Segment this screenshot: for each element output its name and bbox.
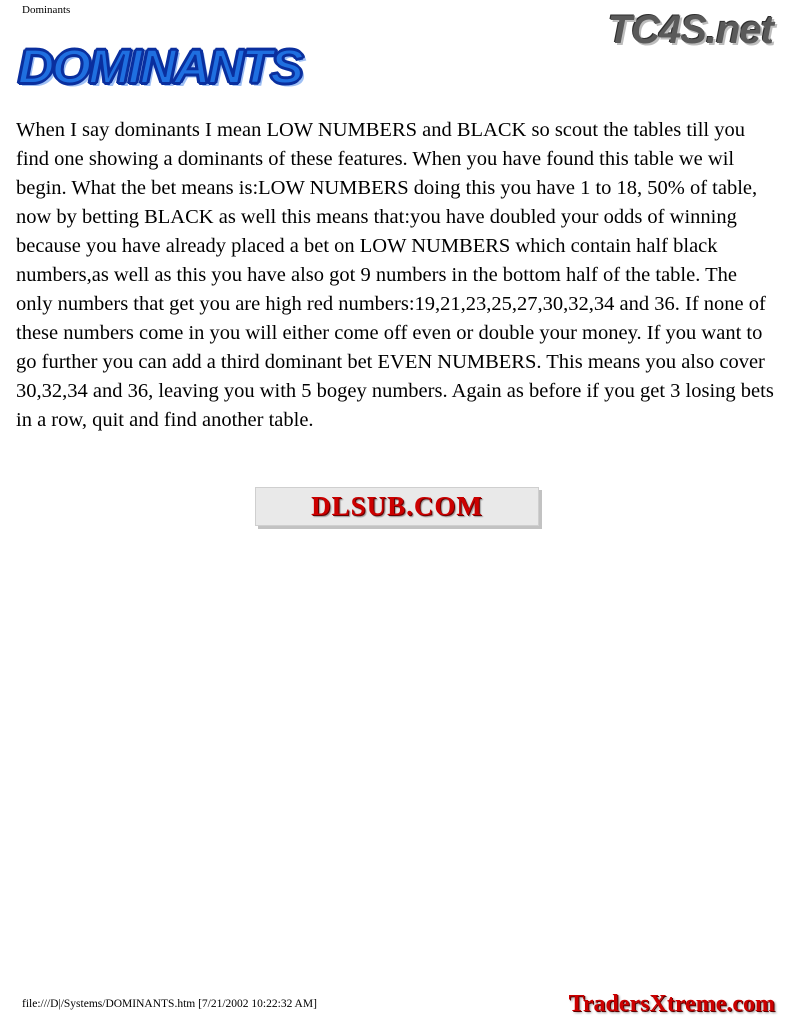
dlsub-watermark — [255, 487, 539, 526]
banner-title-text: DOMINANTS — [18, 41, 302, 94]
dominants-banner — [18, 40, 318, 96]
footer-file-path: file:///D|/Systems/DOMINANTS.htm [7/21/2002 10:22:32 AM] — [22, 998, 317, 1010]
tradersxtreme-logo: TradersXtreme.com — [568, 991, 775, 1017]
dlsub-watermark-text: DLSUB.COM — [311, 491, 483, 521]
article-body-text: When I say dominants I mean LOW NUMBERS and BLACK so scout the tables till you find one showing a dominants of these features. When you have found this table we wil begin. What the bet means is:LOW NUMBERS doing this you have 1 to 18, 50% of table, now by betting BLACK as well this means that:you have doubled your odds of winning because you have already placed a bet on LOW NUMBERS which contain half black numbers,as well as this you have also got 9 numbers in the bottom half of the table. The only numbers that get you are high red numbers:19,21,23,25,27,30,32,34 and 36. If none of these numbers come in you will either come off even or double your money. If you want to go further you can add a third dominant bet EVEN NUMBERS. This means you also cover 30,32,34 and 36, leaving you with 5 bogey numbers. Again as before if you get 3 losing bets in a row, quit and find another table. — [16, 119, 774, 431]
print-header-title: Dominants — [22, 4, 71, 16]
tc4s-site-logo: TC4S.net — [607, 8, 773, 52]
